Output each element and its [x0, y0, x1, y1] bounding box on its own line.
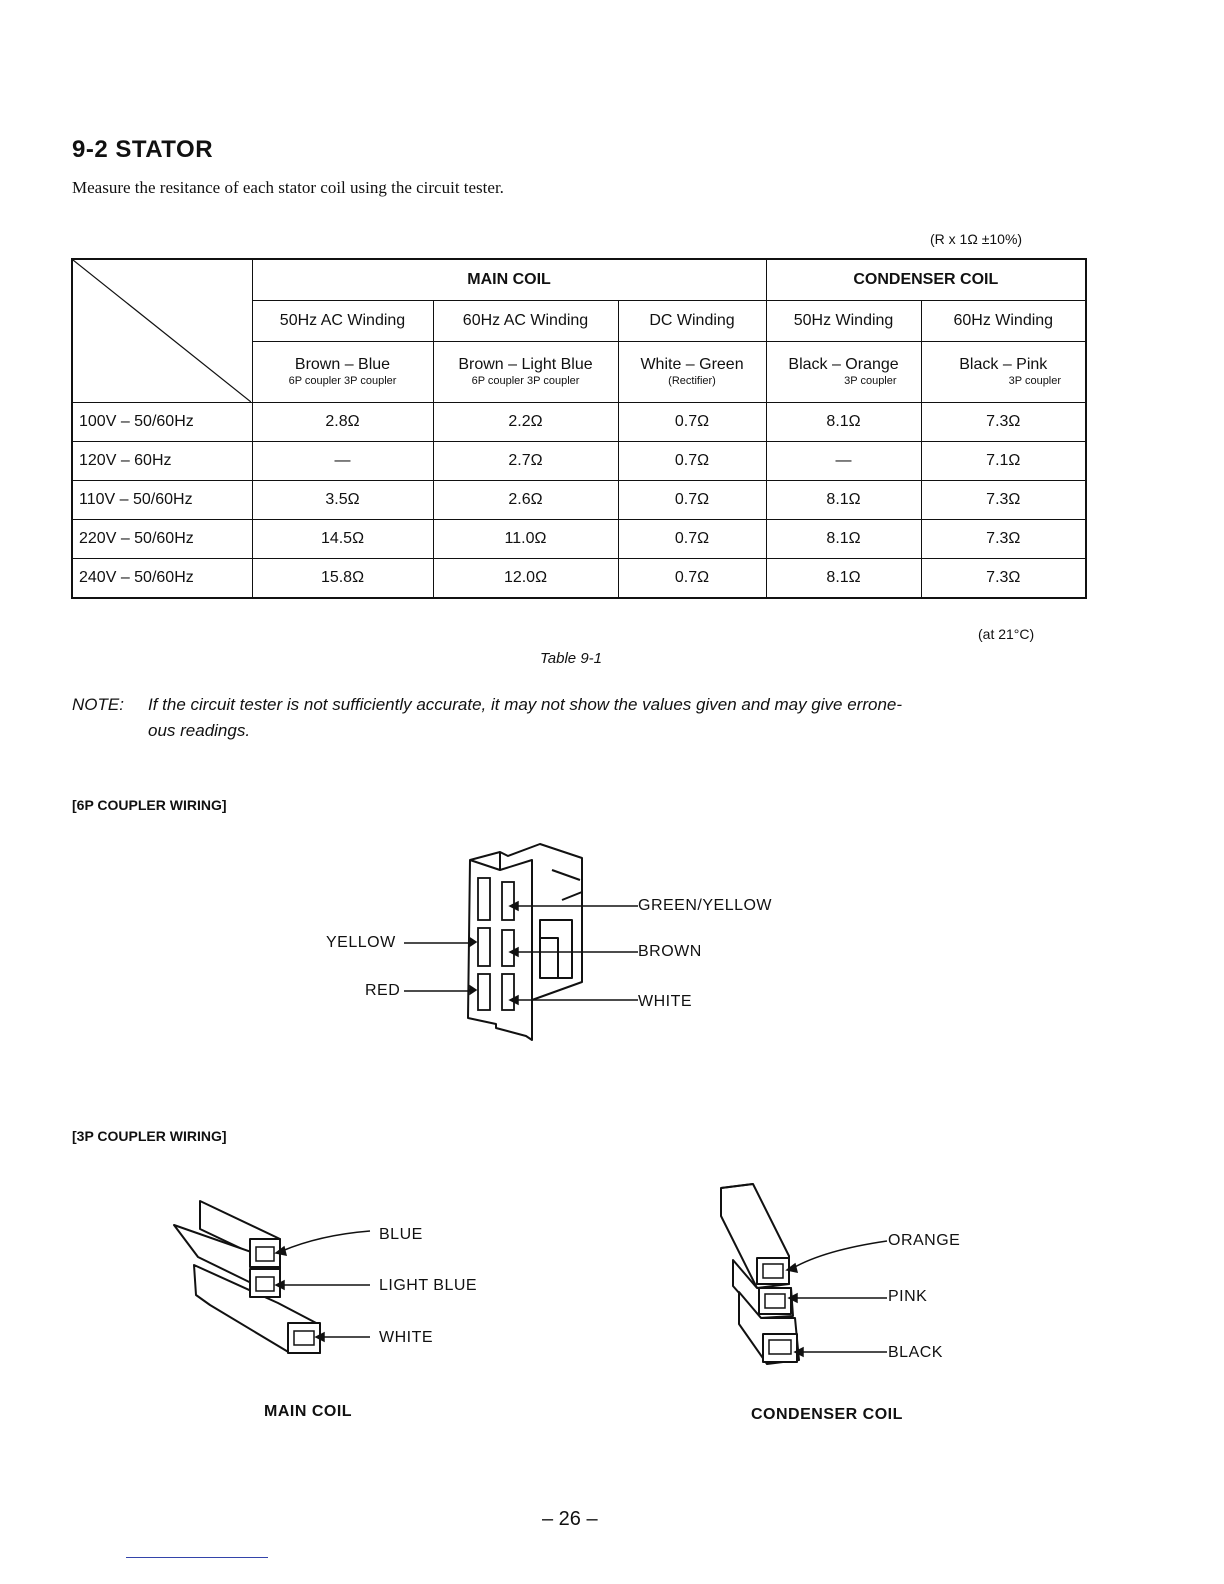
- resistance-cell: —: [766, 442, 921, 481]
- label-blue: BLUE: [379, 1226, 423, 1243]
- temperature-note: (at 21°C): [978, 626, 1035, 642]
- wire-pair-label: Black – Orange: [788, 356, 899, 374]
- table-corner-cell: [72, 259, 252, 403]
- resistance-cell: 2.8Ω: [252, 403, 433, 442]
- col-wire-pair: [766, 342, 921, 403]
- label-white-main: WHITE: [379, 1329, 434, 1346]
- footer-rule: [126, 1557, 268, 1558]
- resistance-cell: 8.1Ω: [766, 403, 921, 442]
- stator-resistance-table: [71, 258, 1087, 599]
- resistance-cell: 7.3Ω: [921, 481, 1086, 520]
- coupler-3p-main-drawing: [170, 1195, 380, 1370]
- resistance-cell: 7.3Ω: [921, 403, 1086, 442]
- label-yellow: YELLOW: [326, 934, 396, 951]
- note-label: NOTE:: [72, 695, 124, 714]
- section-intro: Measure the resitance of each stator coil using the circuit tester.: [72, 178, 504, 197]
- row-voltage-label: 240V – 50/60Hz: [72, 559, 252, 599]
- resistance-cell: 12.0Ω: [433, 559, 618, 599]
- resistance-cell: 8.1Ω: [766, 520, 921, 559]
- note-block: [72, 692, 1092, 745]
- col-wire-pair: [433, 342, 618, 403]
- col-wire-pair: [921, 342, 1086, 403]
- resistance-cell: 3.5Ω: [252, 481, 433, 520]
- heading-6p-coupler: [6P COUPLER WIRING]: [72, 797, 227, 813]
- resistance-cell: 7.3Ω: [921, 559, 1086, 599]
- table-caption: Table 9-1: [540, 650, 602, 667]
- corner-diagonal: [73, 260, 251, 402]
- coupler-label: 3P coupler: [844, 375, 897, 388]
- page-number: – 26 –: [542, 1508, 598, 1530]
- label-orange: ORANGE: [888, 1232, 961, 1249]
- col-wire-pair: [252, 342, 433, 403]
- row-voltage-label: 110V – 50/60Hz: [72, 481, 252, 520]
- coupler-label: 6P coupler 3P coupler: [288, 375, 397, 388]
- note-text-line1: If the circuit tester is not sufficiently accurate, it may not show the values given and may give errone-: [148, 695, 903, 714]
- table-row: [72, 520, 1086, 559]
- resistance-cell: 0.7Ω: [618, 442, 766, 481]
- table-row: [72, 481, 1086, 520]
- coupler-6p-left-leaders: [404, 938, 472, 1008]
- col-winding: 60Hz Winding: [921, 301, 1086, 342]
- resistance-cell: 0.7Ω: [618, 520, 766, 559]
- row-voltage-label: 100V – 50/60Hz: [72, 403, 252, 442]
- col-winding: DC Winding: [618, 301, 766, 342]
- resistance-cell: 7.3Ω: [921, 520, 1086, 559]
- resistance-cell: 14.5Ω: [252, 520, 433, 559]
- label-brown: BROWN: [638, 943, 702, 960]
- resistance-cell: 2.7Ω: [433, 442, 618, 481]
- col-winding: 50Hz Winding: [766, 301, 921, 342]
- col-wire-pair: [618, 342, 766, 403]
- resistance-cell: 11.0Ω: [433, 520, 618, 559]
- resistance-cell: 0.7Ω: [618, 559, 766, 599]
- label-green-yellow: GREEN/YELLOW: [638, 897, 773, 914]
- coupler-label: (Rectifier): [668, 375, 716, 388]
- coupler-label: 3P coupler: [1008, 375, 1062, 388]
- label-white: WHITE: [638, 993, 693, 1010]
- wire-pair-label: Brown – Light Blue: [458, 356, 593, 374]
- resistance-cell: 2.6Ω: [433, 481, 618, 520]
- caption-condenser-coil: CONDENSER COIL: [751, 1406, 903, 1423]
- wire-pair-label: Black – Pink: [959, 356, 1048, 374]
- wire-pair-label: White – Green: [640, 356, 744, 374]
- table-row: [72, 559, 1086, 599]
- table-row: [72, 442, 1086, 481]
- coupler-label: 6P coupler 3P coupler: [471, 375, 580, 388]
- unit-note: (R x 1Ω ±10%): [930, 231, 1023, 247]
- col-winding: 60Hz AC Winding: [433, 301, 618, 342]
- label-light-blue: LIGHT BLUE: [379, 1277, 478, 1294]
- wire-pair-label: Brown – Blue: [294, 356, 391, 374]
- section-title: 9-2 STATOR: [72, 136, 214, 163]
- resistance-cell: 7.1Ω: [921, 442, 1086, 481]
- col-winding: 50Hz AC Winding: [252, 301, 433, 342]
- coupler-3p-condenser-drawing: [715, 1180, 890, 1370]
- table-row: [72, 403, 1086, 442]
- note-text-line2: ous readings.: [148, 721, 251, 741]
- label-red: RED: [365, 982, 401, 999]
- group-condenser-coil: CONDENSER COIL: [766, 259, 1086, 301]
- label-pink: PINK: [888, 1288, 928, 1305]
- resistance-cell: 8.1Ω: [766, 559, 921, 599]
- resistance-cell: 0.7Ω: [618, 403, 766, 442]
- label-black: BLACK: [888, 1344, 943, 1361]
- caption-main-coil: MAIN COIL: [264, 1403, 353, 1420]
- resistance-cell: 8.1Ω: [766, 481, 921, 520]
- resistance-cell: 15.8Ω: [252, 559, 433, 599]
- row-voltage-label: 220V – 50/60Hz: [72, 520, 252, 559]
- resistance-cell: 2.2Ω: [433, 403, 618, 442]
- row-voltage-label: 120V – 60Hz: [72, 442, 252, 481]
- resistance-cell: 0.7Ω: [618, 481, 766, 520]
- heading-3p-coupler: [3P COUPLER WIRING]: [72, 1128, 227, 1144]
- resistance-cell: —: [252, 442, 433, 481]
- group-main-coil: MAIN COIL: [252, 259, 766, 301]
